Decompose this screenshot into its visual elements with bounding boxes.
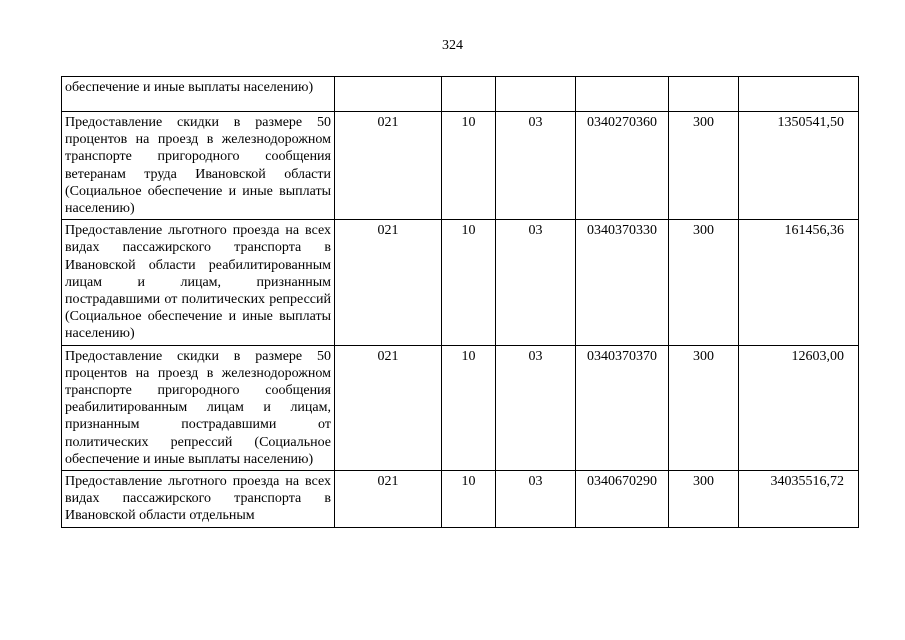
row-subsection: 03	[496, 345, 576, 470]
row-expense: 300	[669, 471, 739, 528]
row-subsection: 03	[496, 220, 576, 345]
row-code: 021	[335, 220, 442, 345]
row-section	[442, 77, 496, 112]
row-subsection: 03	[496, 471, 576, 528]
row-code	[335, 77, 442, 112]
table-row	[62, 77, 859, 112]
row-subsection: 03	[496, 112, 576, 220]
row-amount: 12603,00	[739, 345, 859, 470]
row-expense: 300	[669, 220, 739, 345]
row-subsection	[496, 77, 576, 112]
row-expense: 300	[669, 345, 739, 470]
row-section: 10	[442, 220, 496, 345]
row-amount: 1350541,50	[739, 112, 859, 220]
table-row	[62, 220, 859, 345]
row-code: 021	[335, 345, 442, 470]
row-target: 0340370330	[576, 220, 669, 345]
row-section: 10	[442, 112, 496, 220]
row-name: Предоставление льготного проезда на всех видах пассажирского транспорта в Ивановской области отдельным	[62, 471, 335, 528]
table-row	[62, 345, 859, 470]
row-code: 021	[335, 471, 442, 528]
row-name: обеспечение и иные выплаты населению)	[62, 77, 335, 112]
row-expense	[669, 77, 739, 112]
row-amount: 34035516,72	[739, 471, 859, 528]
row-expense: 300	[669, 112, 739, 220]
row-amount: 161456,36	[739, 220, 859, 345]
row-code: 021	[335, 112, 442, 220]
row-section: 10	[442, 471, 496, 528]
table-row	[62, 112, 859, 220]
row-name: Предоставление льготного проезда на всех видах пассажирского транспорта в Ивановской области реабилитированным лицам и лицам, признанным пострадавшими от политических репрессий (Социальное обеспечение и иные выплаты населению)	[62, 220, 335, 345]
table-row	[62, 471, 859, 528]
row-name: Предоставление скидки в размере 50 процентов на проезд в железнодорожном транспорте пригородного сообщения реабилитированным лицам и лицам, признанным пострадавшими от политических репрессий (Социальное обеспечение и иные выплаты населению)	[62, 345, 335, 470]
row-amount	[739, 77, 859, 112]
row-target: 0340370370	[576, 345, 669, 470]
page-number: 324	[442, 38, 463, 53]
row-name: Предоставление скидки в размере 50 процентов на проезд в железнодорожном транспорте пригородного сообщения ветеранам труда Ивановской области (Социальное обеспечение и иные выплаты населению)	[62, 112, 335, 220]
row-target: 0340270360	[576, 112, 669, 220]
row-target: 0340670290	[576, 471, 669, 528]
row-section: 10	[442, 345, 496, 470]
row-target	[576, 77, 669, 112]
budget-table	[61, 76, 859, 528]
